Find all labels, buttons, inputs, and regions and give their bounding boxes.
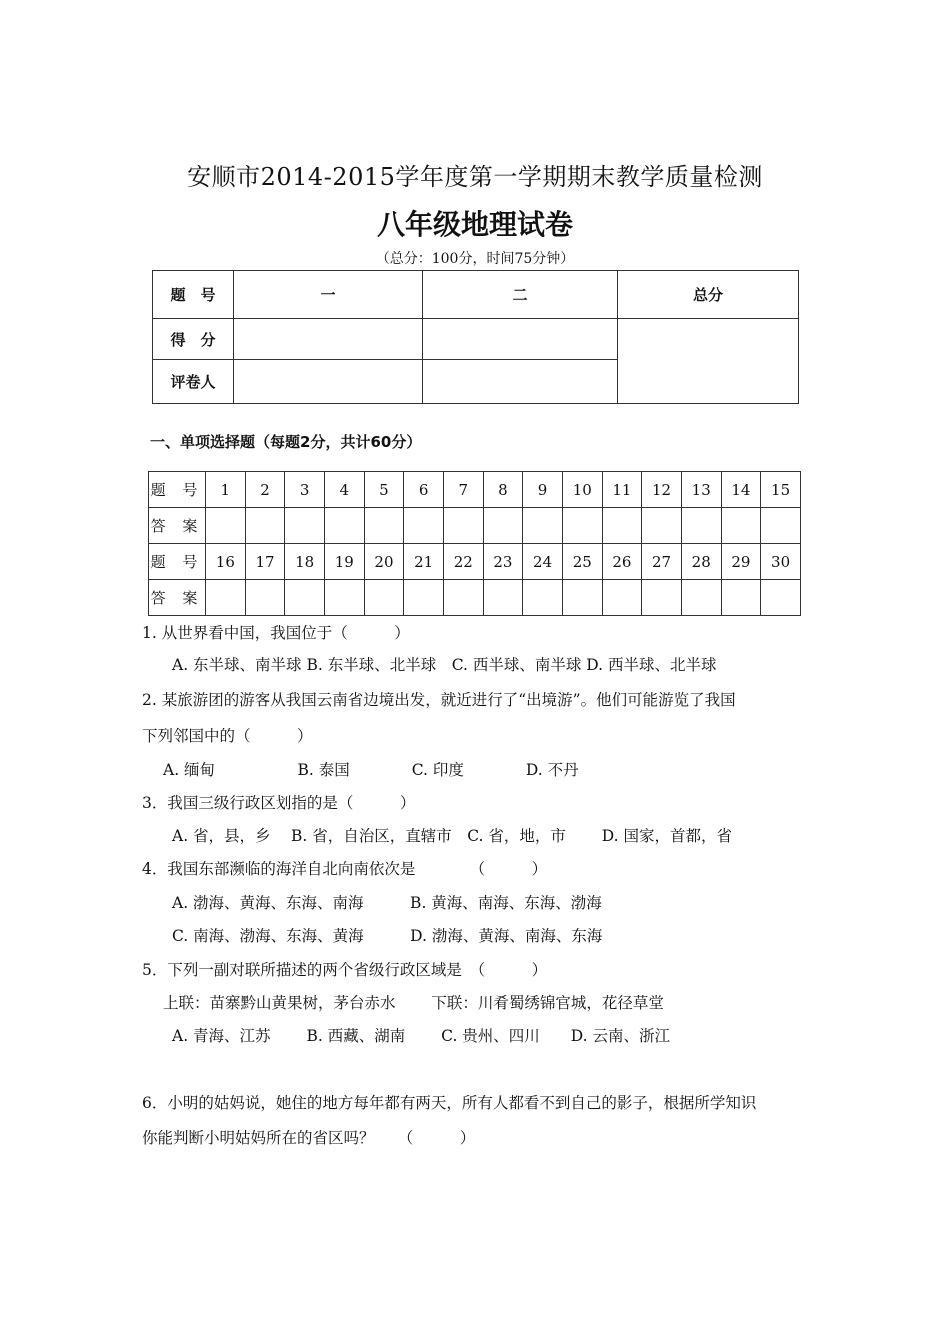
score-cell-part-2: 二 (423, 271, 618, 319)
answer-question-number: 14 (721, 472, 761, 508)
answer-blank-cell (404, 508, 444, 544)
answer-blank-cell (483, 580, 523, 616)
answer-question-number: 23 (483, 544, 523, 580)
question-6-stem-line-2: 你能判断小明姑妈所在的省区吗？ （ ） (142, 1129, 476, 1147)
answer-question-number: 24 (523, 544, 563, 580)
exam-subtitle: 安顺市2014-2015学年度第一学期期末教学质量检测 (187, 163, 763, 191)
answer-blank-cell (404, 580, 444, 616)
question-5-couplet: 上联：苗寨黔山黄果树，茅台赤水 下联：川肴蜀绣锦官城，花径草堂 (163, 994, 664, 1012)
answer-question-number: 8 (483, 472, 523, 508)
answer-blank-cell (206, 508, 246, 544)
answer-question-number: 26 (602, 544, 642, 580)
answer-question-number: 18 (285, 544, 325, 580)
score-cell-total: 总分 (618, 271, 799, 319)
answer-blank-cell (324, 580, 364, 616)
answer-table (148, 471, 801, 616)
answer-number-row (149, 544, 801, 580)
answer-blank-cell (642, 580, 682, 616)
question-6-stem-line-1: 6．小明的姑妈说，她住的地方每年都有两天，所有人都看不到自己的影子，根据所学知识 (142, 1094, 757, 1112)
question-5-options: A. 青海、江苏 B. 西藏、湖南 C. 贵州、四川 D. 云南、浙江 (172, 1027, 671, 1045)
answer-blank-cell (245, 580, 285, 616)
answer-blank-cell (761, 508, 801, 544)
answer-question-number: 22 (443, 544, 483, 580)
answer-blank-row (149, 508, 801, 544)
question-5-stem: 5．下列一副对联所描述的两个省级行政区域是 （ ） (142, 961, 548, 979)
answer-question-number: 12 (642, 472, 682, 508)
answer-blank-cell (562, 508, 602, 544)
answer-number-row (149, 472, 801, 508)
grader-blank (234, 360, 423, 404)
question-4-options-line-2: C. 南海、渤海、东海、黄海 D. 渤海、黄海、南海、东海 (172, 927, 603, 945)
answer-question-number: 5 (364, 472, 404, 508)
score-cell-part-1: 一 (234, 271, 423, 319)
answer-blank-cell (761, 580, 801, 616)
answer-question-number: 20 (364, 544, 404, 580)
question-3-options: A. 省，县，乡 B. 省，自治区，直辖市 C. 省，地，市 D. 国家，首都，省 (172, 827, 733, 845)
score-table-score-row (153, 319, 799, 360)
question-2-options: A. 缅甸 B. 泰国 C. 印度 D. 不丹 (163, 761, 579, 779)
answer-label-number: 题 号 (149, 472, 206, 508)
answer-question-number: 9 (523, 472, 563, 508)
question-1-stem: 1. 从世界看中国，我国位于（ ） (142, 624, 410, 642)
answer-question-number: 16 (206, 544, 246, 580)
answer-blank-cell (285, 580, 325, 616)
question-4-options-line-1: A. 渤海、黄海、东海、南海 B. 黄海、南海、东海、渤海 (172, 894, 602, 912)
score-cell-label-number: 题 号 (153, 271, 234, 319)
answer-question-number: 2 (245, 472, 285, 508)
answer-label-answer: 答 案 (149, 580, 206, 616)
answer-blank-cell (324, 508, 364, 544)
exam-title: 八年级地理试卷 (376, 208, 573, 241)
answer-blank-cell (602, 508, 642, 544)
answer-blank-cell (523, 580, 563, 616)
question-3-stem: 3．我国三级行政区划指的是（ ） (142, 794, 416, 812)
answer-question-number: 28 (681, 544, 721, 580)
answer-blank-cell (602, 580, 642, 616)
answer-question-number: 15 (761, 472, 801, 508)
answer-blank-cell (364, 580, 404, 616)
answer-blank-cell (245, 508, 285, 544)
score-table (152, 270, 799, 404)
score-blank (234, 319, 423, 360)
answer-blank-cell (681, 580, 721, 616)
answer-blank-cell (642, 508, 682, 544)
answer-blank-row (149, 580, 801, 616)
answer-blank-cell (523, 508, 563, 544)
answer-question-number: 30 (761, 544, 801, 580)
answer-blank-cell (364, 508, 404, 544)
answer-blank-cell (721, 580, 761, 616)
score-total-blank (618, 319, 799, 404)
answer-label-answer: 答 案 (149, 508, 206, 544)
answer-question-number: 27 (642, 544, 682, 580)
answer-question-number: 21 (404, 544, 444, 580)
answer-question-number: 4 (324, 472, 364, 508)
answer-blank-cell (206, 580, 246, 616)
answer-question-number: 3 (285, 472, 325, 508)
section-1-heading: 一、单项选择题（每题2分，共计60分） (150, 433, 422, 451)
answer-blank-cell (443, 508, 483, 544)
answer-question-number: 25 (562, 544, 602, 580)
answer-question-number: 19 (324, 544, 364, 580)
score-cell-label-grader: 评卷人 (153, 360, 234, 404)
answer-blank-cell (562, 580, 602, 616)
answer-blank-cell (443, 580, 483, 616)
question-4-stem: 4．我国东部濒临的海洋自北向南依次是 （ ） (142, 860, 548, 878)
answer-question-number: 6 (404, 472, 444, 508)
answer-question-number: 7 (443, 472, 483, 508)
answer-question-number: 17 (245, 544, 285, 580)
answer-question-number: 13 (681, 472, 721, 508)
score-cell-label-score: 得 分 (153, 319, 234, 360)
question-2-stem-line-1: 2. 某旅游团的游客从我国云南省边境出发，就近进行了“出境游”。他们可能游览了我国 (142, 691, 736, 709)
grader-blank (423, 360, 618, 404)
exam-score-time-note: （总分：100分，时间75分钟） (375, 251, 575, 267)
answer-question-number: 1 (206, 472, 246, 508)
answer-label-number: 题 号 (149, 544, 206, 580)
question-1-options: A. 东半球、南半球 B. 东半球、北半球 C. 西半球、南半球 D. 西半球、北半球 (172, 656, 717, 674)
answer-blank-cell (721, 508, 761, 544)
answer-blank-cell (285, 508, 325, 544)
answer-question-number: 29 (721, 544, 761, 580)
score-blank (423, 319, 618, 360)
answer-question-number: 11 (602, 472, 642, 508)
answer-blank-cell (681, 508, 721, 544)
score-table-header-row (153, 271, 799, 319)
question-2-stem-line-2: 下列邻国中的（ ） (142, 727, 313, 745)
answer-blank-cell (483, 508, 523, 544)
answer-question-number: 10 (562, 472, 602, 508)
